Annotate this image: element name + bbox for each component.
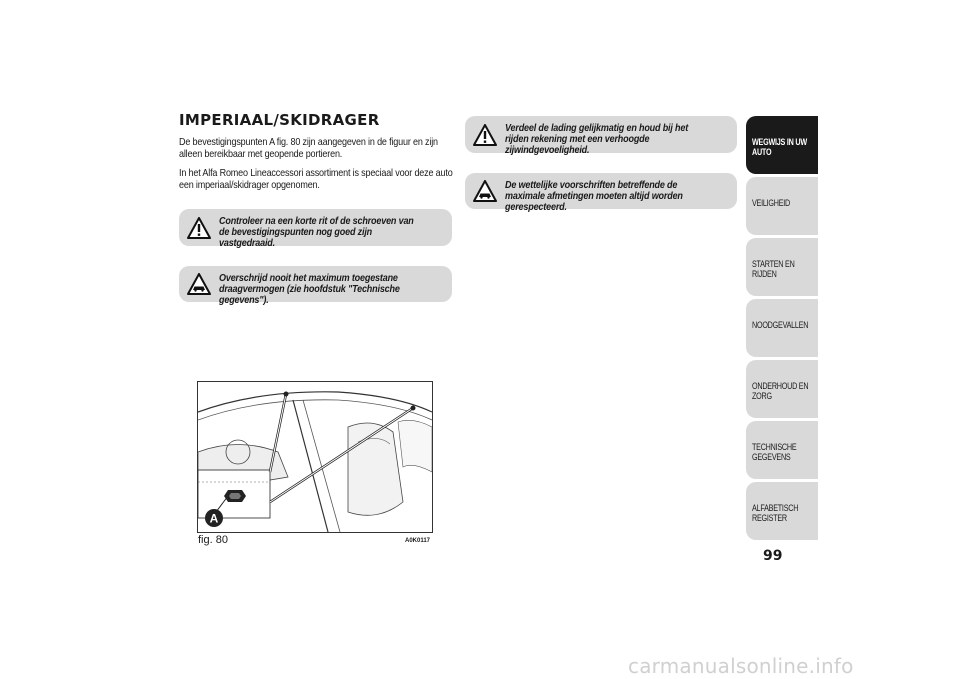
section-title: IMPERIAAL/SKIDRAGER (179, 111, 380, 129)
tab-veiligheid[interactable] (746, 177, 818, 235)
notice-tighten-screws (179, 209, 452, 249)
tab-label: ONDERHOUD EN ZORG (752, 381, 809, 401)
car-caution-icon (465, 173, 505, 209)
watermark: carmanualsonline.info (628, 654, 854, 678)
tab-noodgevallen[interactable] (746, 299, 818, 357)
tab-technische-gegevens[interactable] (746, 421, 818, 479)
car-interior-illustration (198, 382, 432, 532)
figure-code: A0K0117 (405, 538, 431, 544)
notice-text: Overschrijd nooit het maximum toegestane draagvermogen (zie hoofdstuk "Technische gegevens"). (219, 272, 400, 306)
notice-text: Controleer na een korte rit of de schroeven van de bevestigingspunten nog goed zijn vastgedraaid. (219, 215, 414, 249)
tab-label: STARTEN EN RIJDEN (752, 259, 795, 279)
warning-triangle-icon (465, 116, 505, 153)
notice-distribute-load (465, 116, 737, 156)
warning-triangle-icon (179, 209, 219, 246)
tab-label: VEILIGHEID (752, 198, 791, 208)
callout-a-label: A (209, 511, 219, 526)
notice-text: De wettelijke voorschriften betreffende de maximale afmetingen moeten altijd worden gerespecteerd. (505, 179, 683, 213)
figure-caption: fig. 80 (198, 534, 228, 546)
paragraph-accessories: In het Alfa Romeo Lineaccessori assortiment is speciaal voor deze auto een imperiaal/skidrager opgenomen. (179, 167, 453, 191)
tab-label: ALFABETISCH REGISTER (752, 503, 799, 523)
notice-legal-dimensions (465, 173, 737, 213)
tab-label: WEGWIJS IN UW AUTO (752, 137, 807, 157)
tab-starten-en-rijden[interactable] (746, 238, 818, 296)
tab-wegwijs-in-uw-auto[interactable] (746, 116, 818, 174)
tab-label: TECHNISCHE GEGEVENS (752, 442, 797, 462)
chapter-sidebar (746, 116, 818, 543)
notice-max-load (179, 266, 452, 306)
paragraph-mounting-points: De bevestigingspunten A fig. 80 zijn aangegeven in de figuur en zijn alleen bereikbaar met geopende portieren. (179, 136, 438, 160)
tab-onderhoud-en-zorg[interactable] (746, 360, 818, 418)
figure-roof-rack-mounting (197, 381, 433, 533)
tab-alfabetisch-register[interactable] (746, 482, 818, 540)
page-number: 99 (763, 548, 783, 564)
notice-text: Verdeel de lading gelijkmatig en houd bij het rijden rekening met een verhoogde zijwindgevoeligheid. (505, 122, 689, 156)
tab-label: NOODGEVALLEN (752, 320, 809, 330)
car-caution-icon (179, 266, 219, 302)
